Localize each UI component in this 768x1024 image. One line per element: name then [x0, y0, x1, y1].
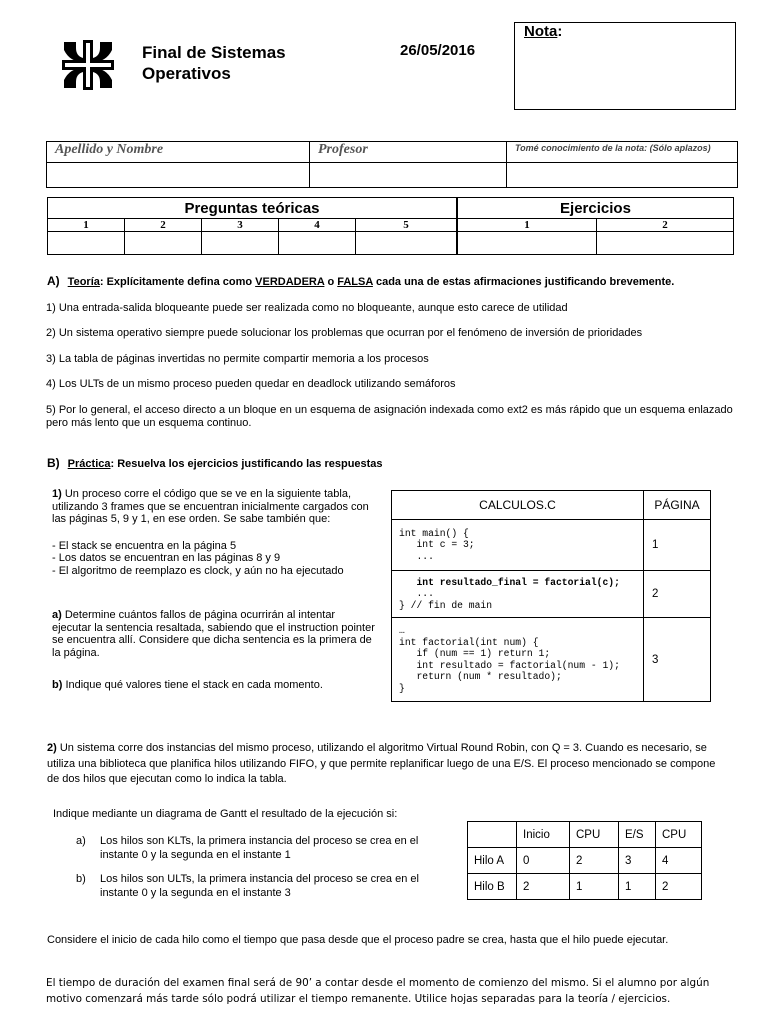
theory-question-5: 5) Por lo general, el acceso directo a un bloque en un esquema de asignación indexada como ext2 es más rápido que un esquema enlazado pero más lento que un esquema continuo.: [46, 404, 733, 429]
highlighted-statement: int resultado_final = factorial(c);: [399, 576, 620, 588]
exercise-2-option-a: a) Los hilos son KLTs, la primera instancia del proceso se crea en el instante 0 y la segunda en el instante 1: [76, 835, 419, 861]
exercise-1: [52, 488, 377, 692]
name-label: Apellido y Nombre: [47, 142, 310, 163]
grade-label: Nota:: [524, 23, 563, 40]
table-row: [468, 874, 702, 900]
grade-cell[interactable]: [202, 232, 279, 255]
exercise-1-bullet: - Los datos se encuentran en las páginas 8 y 9: [52, 552, 281, 564]
theory-header: Preguntas teóricas: [48, 198, 458, 219]
thread-value: 1: [570, 874, 619, 900]
grades-table: [47, 197, 734, 255]
utn-logo: [62, 40, 114, 90]
exercise-num: 2: [597, 219, 734, 232]
theory-num: 5: [356, 219, 458, 232]
theory-num: 2: [125, 219, 202, 232]
thread-value: 2: [656, 874, 702, 900]
theory-question-3: 3) La tabla de páginas invertidas no permite compartir memoria a los procesos: [46, 353, 429, 365]
title-line-1: Final de Sistemas: [142, 43, 286, 62]
grade-cell[interactable]: [597, 232, 734, 255]
grade-cell[interactable]: [48, 232, 125, 255]
threads-header-cell: [468, 822, 517, 848]
code-block-1: int main() { int c = 3; ...: [392, 520, 644, 571]
code-col-header: CALCULOS.C: [392, 491, 644, 520]
exercises-header: Ejercicios: [457, 198, 734, 219]
threads-header-cell: CPU: [570, 822, 619, 848]
exam-footer: El tiempo de duración del examen final será de 90’ a contar desde el momento de comienzo del mismo. Si el alumno por algún motivo comenzará más tarde sólo podrá utilizar el tiempo remanente. Utilice hojas separadas para la teoría / ejercicios.: [46, 977, 710, 1005]
code-block-3: … int factorial(int num) { if (num == 1) return 1; int resultado = factorial(num - 1); return (num * resultado); }: [392, 618, 644, 702]
exam-title: [142, 42, 342, 84]
exercise-2: 2) Un sistema corre dos instancias del mismo proceso, utilizando el algoritmo Virtual Round Robin, con Q = 3. Cuando es necesario, se utiliza una biblioteca que planifica hilos utilizando FIFO, y que permite replanificar luego de una E/S. El proceso mencionado se compone de dos hilos que ejecutan como lo indica la tabla.: [47, 742, 716, 785]
exercise-1-bullet: - El stack se encuentra en la página 5: [52, 539, 237, 552]
name-field[interactable]: [47, 163, 310, 188]
student-info-table: [46, 141, 738, 188]
page-number: 2: [644, 571, 711, 618]
code-block-2: int resultado_final = factorial(c); ... } // fin de main: [392, 571, 644, 618]
title-line-2: Operativos: [142, 64, 231, 83]
exercise-num: 1: [457, 219, 597, 232]
page-number: 1: [644, 520, 711, 571]
table-row: [468, 848, 702, 874]
page-number: 3: [644, 618, 711, 702]
theory-question-4: 4) Los ULTs de un mismo proceso pueden quedar en deadlock utilizando semáforos: [46, 378, 456, 390]
thread-value: 2: [517, 874, 570, 900]
theory-num: 4: [279, 219, 356, 232]
theory-question-1: 1) Una entrada-salida bloqueante puede ser realizada como no bloqueante, aunque esto carece de utilidad: [46, 302, 568, 314]
threads-header-cell: CPU: [656, 822, 702, 848]
theory-question-2: 2) Un sistema operativo siempre puede solucionar los problemas que ocurran por el fenómeno de inversión de prioridades: [46, 327, 643, 339]
exam-date: 26/05/2016: [400, 42, 476, 59]
thread-value: 2: [570, 848, 619, 874]
thread-value: 4: [656, 848, 702, 874]
teacher-label: Profesor: [310, 142, 507, 163]
thread-name: Hilo B: [468, 874, 517, 900]
thread-value: 0: [517, 848, 570, 874]
thread-value: 1: [619, 874, 656, 900]
grade-cell[interactable]: [457, 232, 597, 255]
ack-field[interactable]: [507, 163, 738, 188]
threads-table: [467, 821, 702, 900]
thread-start-note: Considere el inicio de cada hilo como el tiempo que pasa desde que el proceso padre se crea, hasta que el hilo puede ejecutar.: [47, 934, 669, 946]
gantt-instructions: Indique mediante un diagrama de Gantt el resultado de la ejecución si:: [53, 808, 398, 820]
code-table: [391, 490, 711, 702]
grade-cell[interactable]: [125, 232, 202, 255]
exercise-1-bullet: - El algoritmo de reemplazo es clock, y aún no ha ejecutado: [52, 564, 344, 577]
exercise-1-a: a) Determine cuántos fallos de página ocurrirán al intentar ejecutar la sentencia resaltada, sabiendo que el instruction pointer se encuentra allí. Considere que dicha sentencia es la primera de la página.: [52, 609, 375, 659]
grade-cell[interactable]: [356, 232, 458, 255]
ack-label: Tomé conocimiento de la nota: (Sólo aplazos): [507, 142, 738, 163]
thread-name: Hilo A: [468, 848, 517, 874]
exercise-2-option-b: b) Los hilos son ULTs, la primera instancia del proceso se crea en el instante 0 y la segunda en el instante 3: [76, 873, 419, 899]
theory-num: 3: [202, 219, 279, 232]
grade-cell[interactable]: [279, 232, 356, 255]
exercise-1-b: b) Indique qué valores tiene el stack en cada momento.: [52, 679, 323, 691]
teacher-field[interactable]: [310, 163, 507, 188]
page-col-header: PÁGINA: [644, 491, 711, 520]
section-a-heading: A) Teoría: Explícitamente defina como VERDADERA o FALSA cada una de estas afirmaciones justificando brevemente.: [47, 274, 675, 288]
section-b-heading: B) Práctica: Resuelva los ejercicios justificando las respuestas: [47, 456, 383, 470]
threads-header-cell: E/S: [619, 822, 656, 848]
threads-header-cell: Inicio: [517, 822, 570, 848]
exercise-1-intro: 1) Un proceso corre el código que se ve en la siguiente tabla, utilizando 3 frames que se encuentran inicialmente cargados con las páginas 5, 9 y 1, en ese orden. Se sabe también que:: [52, 488, 369, 525]
thread-value: 3: [619, 848, 656, 874]
theory-num: 1: [48, 219, 125, 232]
grade-box[interactable]: [514, 22, 736, 110]
